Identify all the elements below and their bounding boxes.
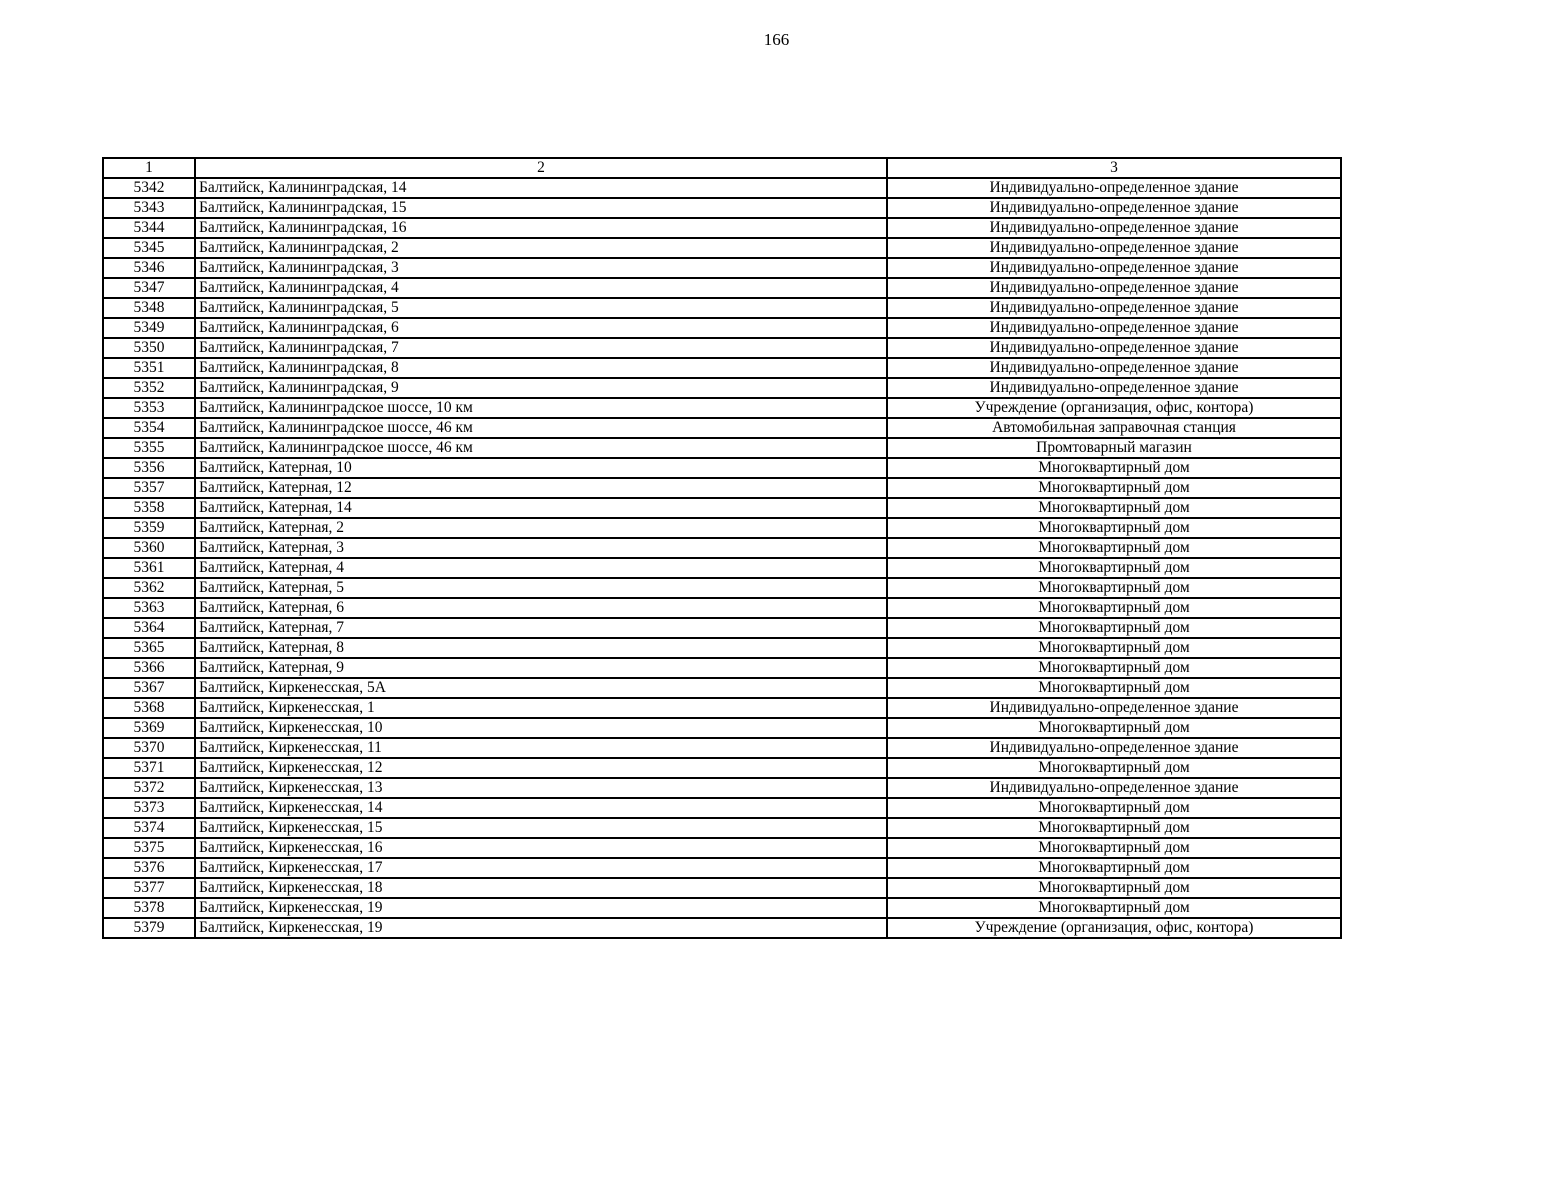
row-number-cell: 5348 <box>103 298 195 318</box>
address-cell: Балтийск, Калининградская, 7 <box>195 338 887 358</box>
table-row <box>103 598 1341 618</box>
object-type-cell: Многоквартирный дом <box>887 678 1341 698</box>
table-row <box>103 838 1341 858</box>
table-row <box>103 178 1341 198</box>
row-number-cell: 5347 <box>103 278 195 298</box>
object-type-cell: Индивидуально-определенное здание <box>887 358 1341 378</box>
object-type-cell: Индивидуально-определенное здание <box>887 218 1341 238</box>
table-row <box>103 458 1341 478</box>
table-row <box>103 518 1341 538</box>
object-type-cell: Многоквартирный дом <box>887 498 1341 518</box>
address-cell: Балтийск, Катерная, 9 <box>195 658 887 678</box>
row-number-cell: 5377 <box>103 878 195 898</box>
row-number-cell: 5350 <box>103 338 195 358</box>
table-row <box>103 878 1341 898</box>
address-cell: Балтийск, Киркенесская, 11 <box>195 738 887 758</box>
object-type-cell: Индивидуально-определенное здание <box>887 338 1341 358</box>
column-header-1: 1 <box>103 158 195 178</box>
row-number-cell: 5366 <box>103 658 195 678</box>
address-cell: Балтийск, Катерная, 4 <box>195 558 887 578</box>
row-number-cell: 5373 <box>103 798 195 818</box>
object-type-cell: Многоквартирный дом <box>887 578 1341 598</box>
address-cell: Балтийск, Киркенесская, 15 <box>195 818 887 838</box>
table-row <box>103 478 1341 498</box>
table-row <box>103 718 1341 738</box>
table-row <box>103 798 1341 818</box>
address-cell: Балтийск, Калининградская, 5 <box>195 298 887 318</box>
registry-table <box>102 157 1342 939</box>
object-type-cell: Учреждение (организация, офис, контора) <box>887 918 1341 938</box>
table-row <box>103 218 1341 238</box>
row-number-cell: 5360 <box>103 538 195 558</box>
object-type-cell: Индивидуально-определенное здание <box>887 738 1341 758</box>
object-type-cell: Индивидуально-определенное здание <box>887 778 1341 798</box>
address-cell: Балтийск, Катерная, 2 <box>195 518 887 538</box>
object-type-cell: Многоквартирный дом <box>887 898 1341 918</box>
row-number-cell: 5357 <box>103 478 195 498</box>
table-row <box>103 498 1341 518</box>
row-number-cell: 5374 <box>103 818 195 838</box>
object-type-cell: Индивидуально-определенное здание <box>887 298 1341 318</box>
row-number-cell: 5354 <box>103 418 195 438</box>
address-cell: Балтийск, Катерная, 3 <box>195 538 887 558</box>
address-cell: Балтийск, Калининградская, 3 <box>195 258 887 278</box>
address-cell: Балтийск, Киркенесская, 18 <box>195 878 887 898</box>
address-cell: Балтийск, Катерная, 8 <box>195 638 887 658</box>
object-type-cell: Промтоварный магазин <box>887 438 1341 458</box>
table-row <box>103 338 1341 358</box>
object-type-cell: Индивидуально-определенное здание <box>887 318 1341 338</box>
object-type-cell: Автомобильная заправочная станция <box>887 418 1341 438</box>
object-type-cell: Многоквартирный дом <box>887 758 1341 778</box>
row-number-cell: 5375 <box>103 838 195 858</box>
object-type-cell: Многоквартирный дом <box>887 478 1341 498</box>
row-number-cell: 5345 <box>103 238 195 258</box>
table-body <box>103 178 1341 938</box>
row-number-cell: 5359 <box>103 518 195 538</box>
address-cell: Балтийск, Калининградская, 4 <box>195 278 887 298</box>
object-type-cell: Индивидуально-определенное здание <box>887 238 1341 258</box>
object-type-cell: Многоквартирный дом <box>887 538 1341 558</box>
address-cell: Балтийск, Калининградская, 16 <box>195 218 887 238</box>
object-type-cell: Многоквартирный дом <box>887 658 1341 678</box>
object-type-cell: Индивидуально-определенное здание <box>887 198 1341 218</box>
address-cell: Балтийск, Калининградская, 6 <box>195 318 887 338</box>
object-type-cell: Многоквартирный дом <box>887 518 1341 538</box>
row-number-cell: 5356 <box>103 458 195 478</box>
row-number-cell: 5367 <box>103 678 195 698</box>
row-number-cell: 5355 <box>103 438 195 458</box>
table-row <box>103 678 1341 698</box>
table-row <box>103 238 1341 258</box>
address-cell: Балтийск, Киркенесская, 5А <box>195 678 887 698</box>
object-type-cell: Многоквартирный дом <box>887 458 1341 478</box>
row-number-cell: 5361 <box>103 558 195 578</box>
address-cell: Балтийск, Киркенесская, 12 <box>195 758 887 778</box>
row-number-cell: 5379 <box>103 918 195 938</box>
table-row <box>103 378 1341 398</box>
row-number-cell: 5342 <box>103 178 195 198</box>
object-type-cell: Многоквартирный дом <box>887 858 1341 878</box>
row-number-cell: 5349 <box>103 318 195 338</box>
row-number-cell: 5371 <box>103 758 195 778</box>
address-cell: Балтийск, Катерная, 6 <box>195 598 887 618</box>
table-row <box>103 658 1341 678</box>
address-cell: Балтийск, Киркенесская, 19 <box>195 898 887 918</box>
row-number-cell: 5362 <box>103 578 195 598</box>
header-row <box>103 158 1341 178</box>
column-header-2: 2 <box>195 158 887 178</box>
address-cell: Балтийск, Катерная, 14 <box>195 498 887 518</box>
table-row <box>103 738 1341 758</box>
object-type-cell: Индивидуально-определенное здание <box>887 258 1341 278</box>
row-number-cell: 5353 <box>103 398 195 418</box>
address-cell: Балтийск, Калининградская, 14 <box>195 178 887 198</box>
object-type-cell: Многоквартирный дом <box>887 818 1341 838</box>
address-cell: Балтийск, Киркенесская, 19 <box>195 918 887 938</box>
object-type-cell: Многоквартирный дом <box>887 838 1341 858</box>
table-row <box>103 758 1341 778</box>
address-cell: Балтийск, Киркенесская, 1 <box>195 698 887 718</box>
table-row <box>103 418 1341 438</box>
object-type-cell: Учреждение (организация, офис, контора) <box>887 398 1341 418</box>
row-number-cell: 5378 <box>103 898 195 918</box>
table-row <box>103 638 1341 658</box>
row-number-cell: 5346 <box>103 258 195 278</box>
table-row <box>103 558 1341 578</box>
row-number-cell: 5358 <box>103 498 195 518</box>
table-row <box>103 318 1341 338</box>
object-type-cell: Индивидуально-определенное здание <box>887 278 1341 298</box>
address-cell: Балтийск, Катерная, 7 <box>195 618 887 638</box>
column-header-3: 3 <box>887 158 1341 178</box>
object-type-cell: Индивидуально-определенное здание <box>887 698 1341 718</box>
object-type-cell: Индивидуально-определенное здание <box>887 378 1341 398</box>
page-number: 166 <box>763 30 790 49</box>
table-row <box>103 298 1341 318</box>
address-cell: Балтийск, Катерная, 12 <box>195 478 887 498</box>
object-type-cell: Многоквартирный дом <box>887 718 1341 738</box>
table-row <box>103 358 1341 378</box>
object-type-cell: Многоквартирный дом <box>887 798 1341 818</box>
row-number-cell: 5368 <box>103 698 195 718</box>
table-row <box>103 578 1341 598</box>
table-row <box>103 438 1341 458</box>
address-cell: Балтийск, Киркенесская, 16 <box>195 838 887 858</box>
row-number-cell: 5343 <box>103 198 195 218</box>
table-row <box>103 198 1341 218</box>
row-number-cell: 5363 <box>103 598 195 618</box>
row-number-cell: 5370 <box>103 738 195 758</box>
table-row <box>103 398 1341 418</box>
row-number-cell: 5372 <box>103 778 195 798</box>
address-cell: Балтийск, Калининградское шоссе, 46 км <box>195 438 887 458</box>
address-cell: Балтийск, Калининградское шоссе, 10 км <box>195 398 887 418</box>
row-number-cell: 5364 <box>103 618 195 638</box>
address-cell: Балтийск, Калининградская, 2 <box>195 238 887 258</box>
table-row <box>103 618 1341 638</box>
row-number-cell: 5344 <box>103 218 195 238</box>
row-number-cell: 5351 <box>103 358 195 378</box>
table-row <box>103 918 1341 938</box>
object-type-cell: Многоквартирный дом <box>887 558 1341 578</box>
address-cell: Балтийск, Киркенесская, 17 <box>195 858 887 878</box>
address-cell: Балтийск, Катерная, 10 <box>195 458 887 478</box>
object-type-cell: Индивидуально-определенное здание <box>887 178 1341 198</box>
address-cell: Балтийск, Калининградская, 9 <box>195 378 887 398</box>
table-row <box>103 778 1341 798</box>
table-row <box>103 278 1341 298</box>
table-header <box>103 158 1341 178</box>
address-cell: Балтийск, Катерная, 5 <box>195 578 887 598</box>
table-row <box>103 538 1341 558</box>
object-type-cell: Многоквартирный дом <box>887 638 1341 658</box>
address-cell: Балтийск, Калининградская, 15 <box>195 198 887 218</box>
object-type-cell: Многоквартирный дом <box>887 598 1341 618</box>
address-cell: Балтийск, Киркенесская, 14 <box>195 798 887 818</box>
row-number-cell: 5365 <box>103 638 195 658</box>
table-row <box>103 698 1341 718</box>
object-type-cell: Многоквартирный дом <box>887 618 1341 638</box>
address-cell: Балтийск, Калининградская, 8 <box>195 358 887 378</box>
address-cell: Балтийск, Киркенесская, 10 <box>195 718 887 738</box>
table-row <box>103 258 1341 278</box>
table-row <box>103 818 1341 838</box>
table-row <box>103 858 1341 878</box>
row-number-cell: 5369 <box>103 718 195 738</box>
address-cell: Балтийск, Киркенесская, 13 <box>195 778 887 798</box>
row-number-cell: 5376 <box>103 858 195 878</box>
object-type-cell: Многоквартирный дом <box>887 878 1341 898</box>
row-number-cell: 5352 <box>103 378 195 398</box>
address-cell: Балтийск, Калининградское шоссе, 46 км <box>195 418 887 438</box>
table-row <box>103 898 1341 918</box>
